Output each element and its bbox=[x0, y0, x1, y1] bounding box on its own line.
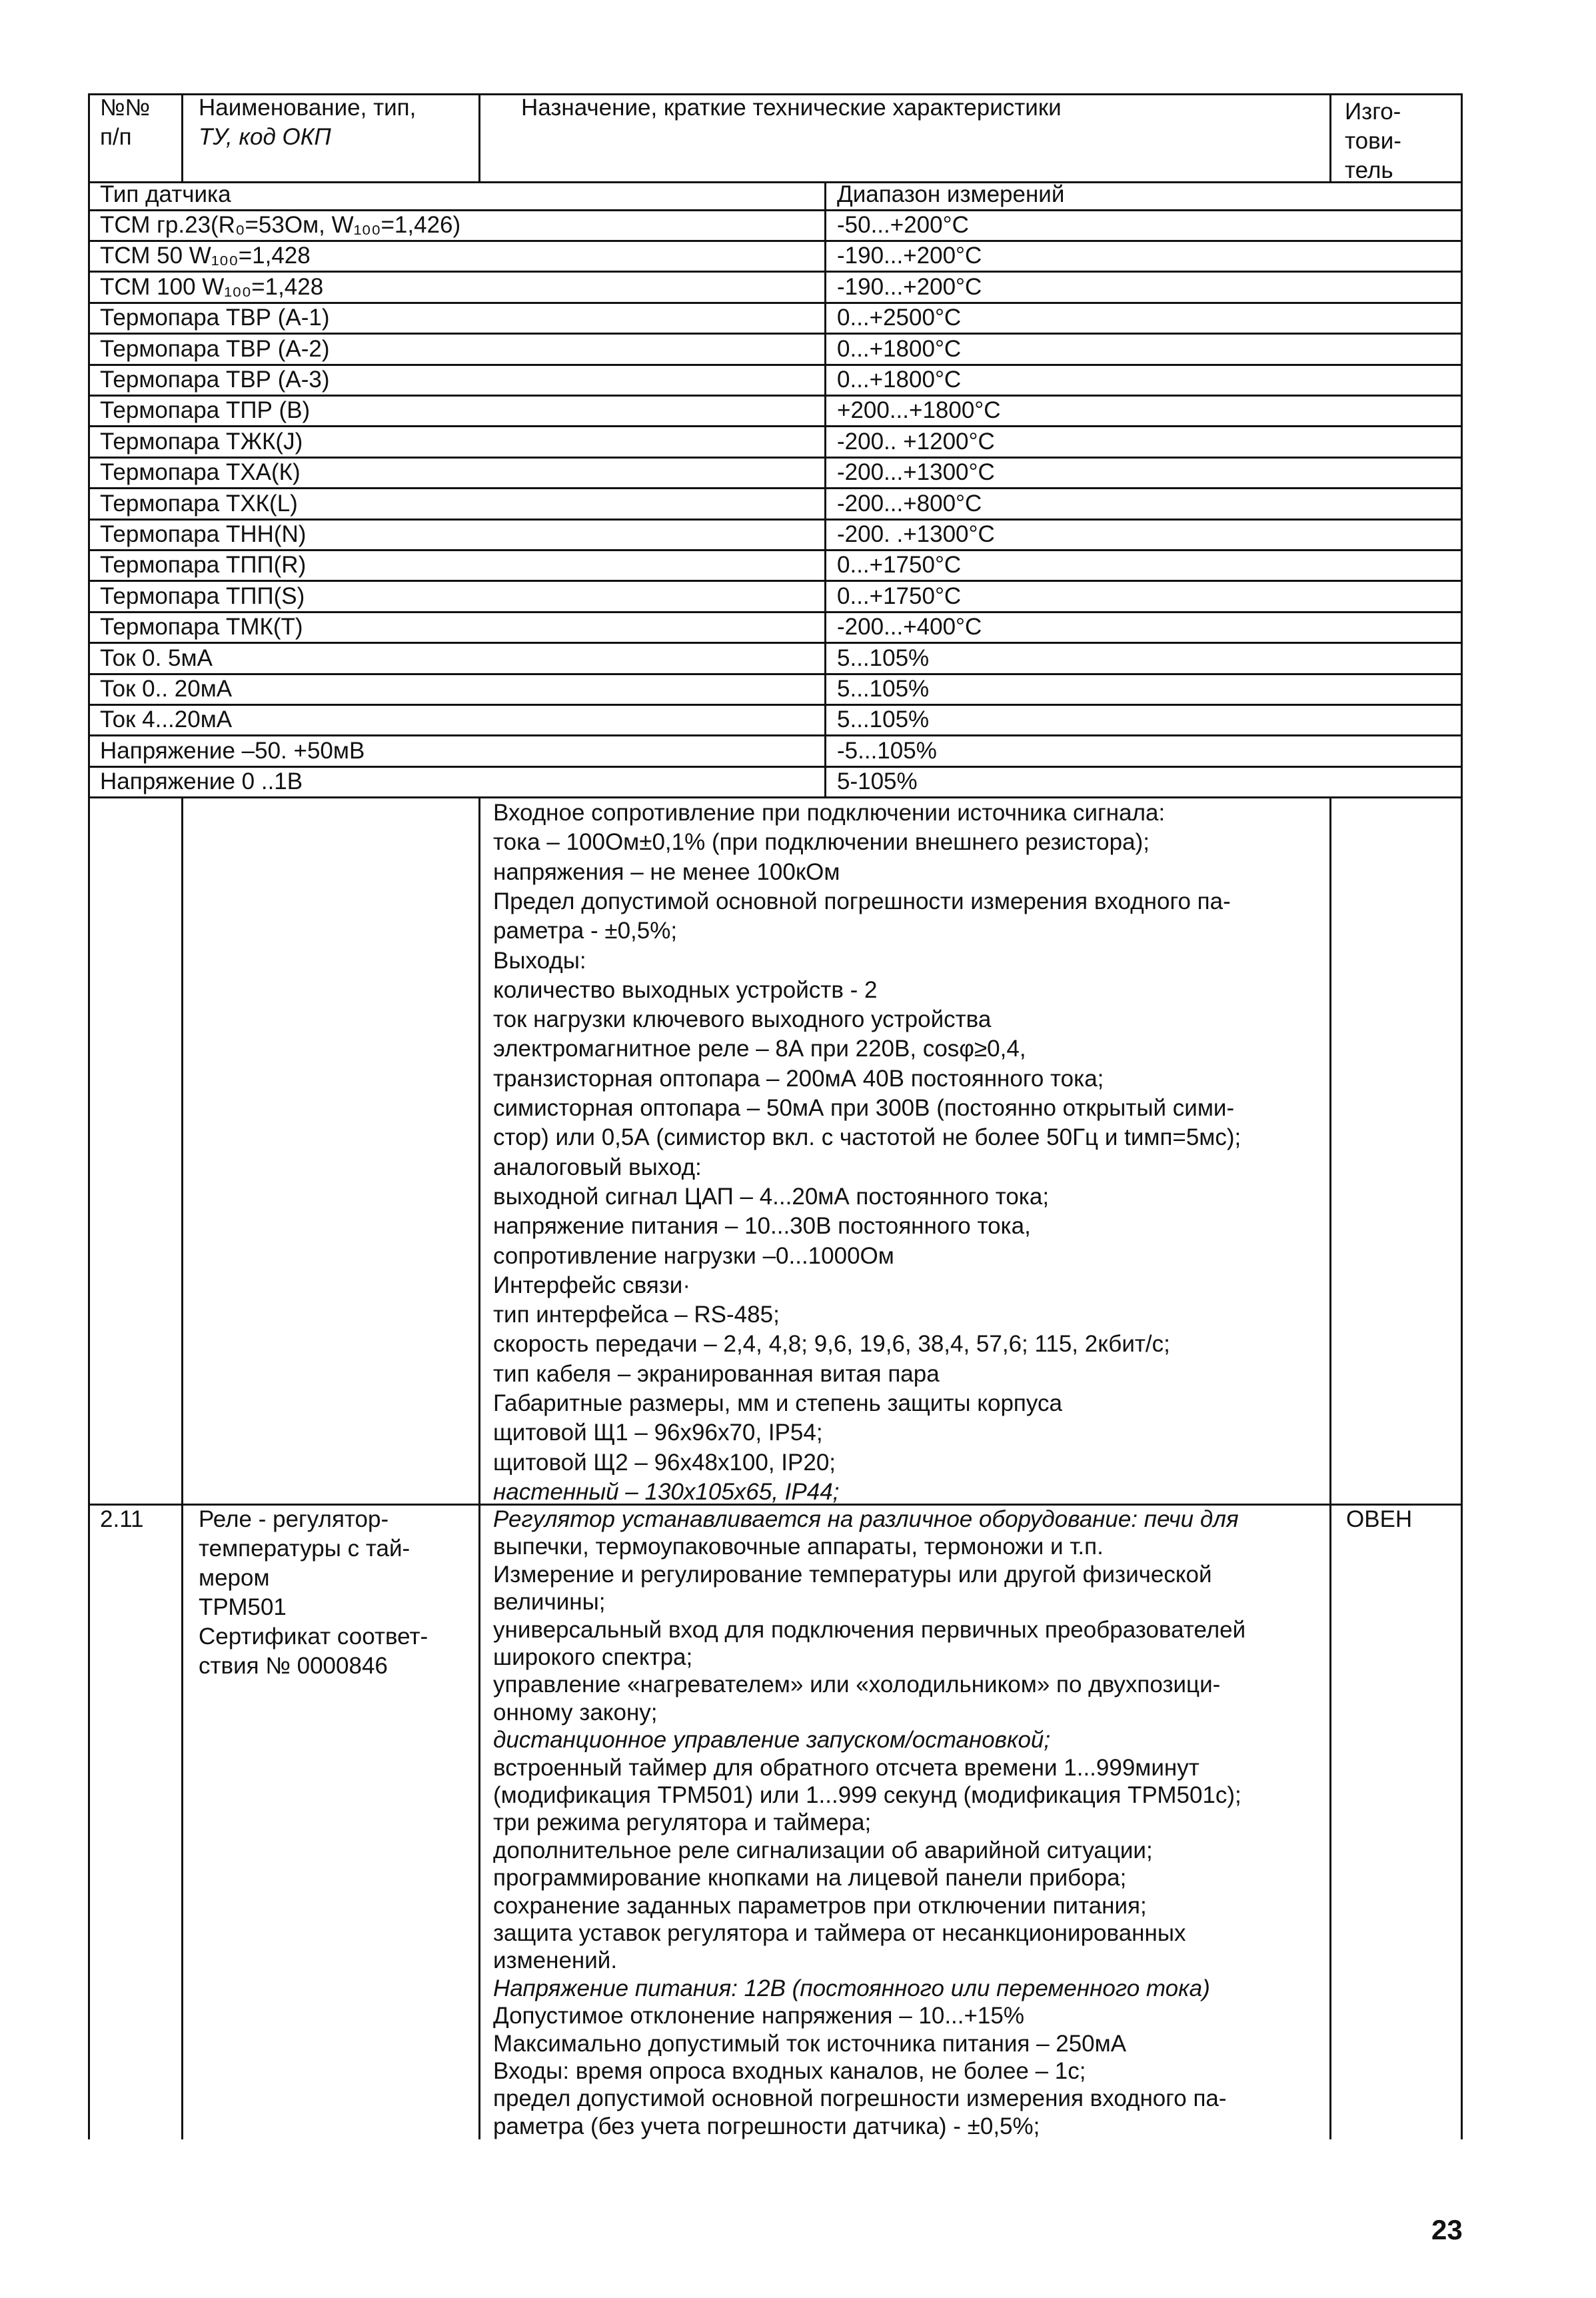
spec-line: Регулятор устанавливается на различное оборудование: печи для bbox=[493, 1506, 1239, 1532]
spec-line: три режима регулятора и таймера; bbox=[493, 1809, 872, 1836]
spec-line: выходной сигнал ЦАП – 4...20мА постоянного тока; bbox=[493, 1183, 1050, 1210]
spec-line: Измерение и регулирование температуры или другой физической bbox=[493, 1561, 1212, 1588]
sensor-head-range: Диапазон измерений bbox=[837, 181, 1065, 207]
spec-line: Входы: время опроса входных каналов, не более – 1с; bbox=[493, 2058, 1086, 2084]
header-name-line1: Наименование, тип, bbox=[199, 95, 416, 121]
spec-line: напряжения – не менее 100кОм bbox=[493, 858, 840, 885]
sensor-type-cell: Напряжение –50. +50мВ bbox=[100, 737, 365, 764]
header-vrule-3 bbox=[478, 93, 480, 181]
header-vrule-2 bbox=[181, 93, 183, 181]
spec-line: настенный – 130х105х65, IP44; bbox=[493, 1478, 840, 1505]
sensor-range-cell: 0...+1750°C bbox=[837, 582, 962, 609]
spec-line: Интерфейс связи· bbox=[493, 1272, 690, 1298]
item-name-line: Реле - регулятор- bbox=[199, 1506, 389, 1532]
spec-line: универсальный вход для подключения первичных преобразователей bbox=[493, 1616, 1246, 1643]
col2-rule bbox=[181, 798, 183, 2139]
spec-line: сохранение заданных параметров при отключении питания; bbox=[493, 1892, 1147, 1919]
sensor-range-cell: -200...+800°C bbox=[837, 490, 982, 517]
item-name-line: ствия № 0000846 bbox=[199, 1653, 388, 1679]
header-maker-line3: тель bbox=[1345, 157, 1393, 183]
sensor-type-cell: Термопара ТВР (А-2) bbox=[100, 335, 330, 362]
sensor-range-cell: -200...+1300°C bbox=[837, 459, 995, 486]
col3-rule bbox=[478, 798, 480, 2139]
spec-line: щитовой Щ1 – 96х96х70, IP54; bbox=[493, 1420, 823, 1446]
sensor-range-cell: -190...+200°C bbox=[837, 243, 982, 269]
sensor-range-cell: 5...105% bbox=[837, 644, 930, 671]
header-maker-line1: Изго- bbox=[1345, 99, 1401, 125]
spec-line: сопротивление нагрузки –0...1000Ом bbox=[493, 1242, 894, 1269]
spec-line: симисторная оптопара – 50мА при 300В (постоянно открытый сими- bbox=[493, 1095, 1235, 1121]
sensor-mid-rule bbox=[824, 181, 826, 798]
spec-line: Входное сопротивление при подключении источника сигнала: bbox=[493, 800, 1166, 826]
spec-line: ток нагрузки ключевого выходного устройства bbox=[493, 1006, 992, 1033]
sensor-row-rule bbox=[88, 673, 1463, 675]
header-vrule-4 bbox=[1329, 93, 1331, 181]
sensor-type-cell: Термопара ТПП(S) bbox=[100, 582, 305, 609]
spec-line: Максимально допустимый ток источника питания – 250мА bbox=[493, 2030, 1127, 2057]
spec-line: электромагнитное реле – 8А при 220В, cosφ≥0,4, bbox=[493, 1036, 1026, 1062]
spec-line: скорость передачи – 2,4, 4,8; 9,6, 19,6, 38,4, 57,6; 115, 2кбит/с; bbox=[493, 1331, 1170, 1358]
spec-line: (модификация ТРМ501) или 1...999 секунд (модификация ТРМ501с); bbox=[493, 1782, 1241, 1808]
sensor-row-rule bbox=[88, 642, 1463, 644]
header-num-line1: №№ bbox=[100, 95, 151, 121]
header-name-line2: ТУ, код ОКП bbox=[199, 124, 331, 150]
spec-line: транзисторная оптопара – 200мА 40В постоянного тока; bbox=[493, 1065, 1104, 1092]
sensor-type-cell: Термопара ТПР (В) bbox=[100, 397, 311, 424]
spec-line: изменений. bbox=[493, 1947, 618, 1974]
sensor-range-cell: -200.. +1200°C bbox=[837, 428, 995, 455]
header-vrule-1 bbox=[88, 93, 90, 181]
sensor-type-cell: Ток 0. 5мА bbox=[100, 644, 213, 671]
spec-line: выпечки, термоупаковочные аппараты, термоножи и т.п. bbox=[493, 1534, 1104, 1560]
sensor-range-cell: -50...+200°C bbox=[837, 212, 969, 238]
page-number: 23 bbox=[1431, 2214, 1463, 2245]
spec-line: дополнительное реле сигнализации об аварийной ситуации; bbox=[493, 1837, 1153, 1863]
spec-line: защита уставок регулятора и таймера от несанкционированных bbox=[493, 1920, 1186, 1946]
spec-line: величины; bbox=[493, 1589, 606, 1616]
sensor-type-cell: Термопара ТМК(T) bbox=[100, 614, 303, 640]
sensor-type-cell: ТСМ гр.23(R₀=53Ом, W₁₀₀=1,426) bbox=[100, 212, 461, 238]
spec-line: встроенный таймер для обратного отсчета времени 1...999минут bbox=[493, 1754, 1199, 1781]
spec-line: напряжение питания – 10...30В постоянного тока, bbox=[493, 1213, 1031, 1240]
sensor-range-cell: 0...+1800°C bbox=[837, 335, 962, 362]
item-name-line: ТРМ501 bbox=[199, 1594, 287, 1620]
spec-line: раметра - ±0,5%; bbox=[493, 918, 678, 944]
sensor-left-rule bbox=[88, 181, 90, 2139]
spec-line: раметра (без учета погрешности датчика) - ±0,5%; bbox=[493, 2113, 1040, 2139]
header-maker-line2: тови- bbox=[1345, 128, 1401, 154]
item-number: 2.11 bbox=[100, 1506, 144, 1532]
sensor-type-cell: Термопара ТВР (А-3) bbox=[100, 367, 330, 393]
spec-line: управление «нагревателем» или «холодильником» по двухпозици- bbox=[493, 1672, 1221, 1698]
spec-line: тип кабеля – экранированная витая пара bbox=[493, 1360, 940, 1387]
sensor-head-type: Тип датчика bbox=[100, 181, 231, 207]
spec-line: стор) или 0,5А (симистор вкл. с частотой не более 50Гц и tимп=5мс); bbox=[493, 1124, 1241, 1151]
sensor-range-cell: -200. .+1300°C bbox=[837, 521, 995, 547]
sensor-range-cell: 0...+2500°C bbox=[837, 305, 962, 331]
spec-line: тип интерфейса – RS-485; bbox=[493, 1302, 780, 1328]
sensor-range-cell: 5...105% bbox=[837, 706, 930, 733]
spec-line: дистанционное управление запуском/остановкой; bbox=[493, 1727, 1051, 1753]
sensor-type-cell: Термопара ТХК(L) bbox=[100, 490, 298, 517]
item-maker: ОВЕН bbox=[1346, 1506, 1413, 1532]
sensor-range-cell: 5-105% bbox=[837, 768, 918, 795]
item-name-line: температуры с тай- bbox=[199, 1536, 410, 1562]
sensor-type-cell: Термопара ТЖК(J) bbox=[100, 428, 303, 455]
spec-line: Напряжение питания: 12В (постоянного или переменного тока) bbox=[493, 1975, 1210, 2001]
sensor-type-cell: ТСМ 100 W₁₀₀=1,428 bbox=[100, 273, 324, 300]
sensor-row-rule bbox=[88, 704, 1463, 706]
item-name-line: мером bbox=[199, 1565, 270, 1591]
sensor-range-cell: -200...+400°C bbox=[837, 614, 982, 640]
header-purpose: Назначение, краткие технические характеристики bbox=[521, 95, 1062, 121]
sensor-range-cell: -190...+200°C bbox=[837, 273, 982, 300]
spec-line: тока – 100Ом±0,1% (при подключении внешнего резистора); bbox=[493, 829, 1150, 856]
sensor-type-cell: Термопара ТПП(R) bbox=[100, 552, 307, 578]
sensor-type-cell: ТСМ 50 W₁₀₀=1,428 bbox=[100, 243, 311, 269]
spec-line: Предел допустимой основной погрешности измерения входного па- bbox=[493, 888, 1231, 914]
sensor-type-cell: Напряжение 0 ..1В bbox=[100, 768, 303, 795]
sensor-type-cell: Ток 4...20мА bbox=[100, 706, 233, 733]
sensor-range-cell: +200...+1800°C bbox=[837, 397, 1001, 424]
sensor-type-cell: Ток 0.. 20мА bbox=[100, 676, 233, 702]
sensor-range-cell: -5...105% bbox=[837, 737, 937, 764]
sensor-type-cell: Термопара ТВР (А-1) bbox=[100, 305, 330, 331]
sensor-type-cell: Термопара ТНН(N) bbox=[100, 521, 307, 547]
spec-line: Допустимое отклонение напряжения – 10...+15% bbox=[493, 2003, 1024, 2029]
spec-line: щитовой Щ2 – 96х48х100, IP20; bbox=[493, 1449, 836, 1476]
header-num-line2: п/п bbox=[100, 124, 132, 150]
sensor-range-cell: 5...105% bbox=[837, 676, 930, 702]
item-name-line: Сертификат соответ- bbox=[199, 1624, 428, 1650]
spec-line: предел допустимой основной погрешности измерения входного па- bbox=[493, 2085, 1227, 2112]
header-bottom-rule bbox=[88, 181, 1463, 183]
spec-line: аналоговый выход: bbox=[493, 1154, 702, 1180]
header-vrule-5 bbox=[1461, 93, 1463, 2139]
spec-line: онному закону; bbox=[493, 1699, 658, 1725]
sensor-range-cell: 0...+1800°C bbox=[837, 367, 962, 393]
spec-line: Габаритные размеры, мм и степень защиты корпуса bbox=[493, 1390, 1062, 1416]
spec-line: количество выходных устройств - 2 bbox=[493, 976, 878, 1003]
spec-line: широкого спектра; bbox=[493, 1644, 693, 1670]
sensor-range-cell: 0...+1750°C bbox=[837, 552, 962, 578]
col4-rule bbox=[1329, 798, 1331, 2139]
spec-line: программирование кнопками на лицевой панели прибора; bbox=[493, 1865, 1127, 1891]
spec-line: Выходы: bbox=[493, 947, 586, 974]
sensor-type-cell: Термопара ТХА(К) bbox=[100, 459, 301, 486]
